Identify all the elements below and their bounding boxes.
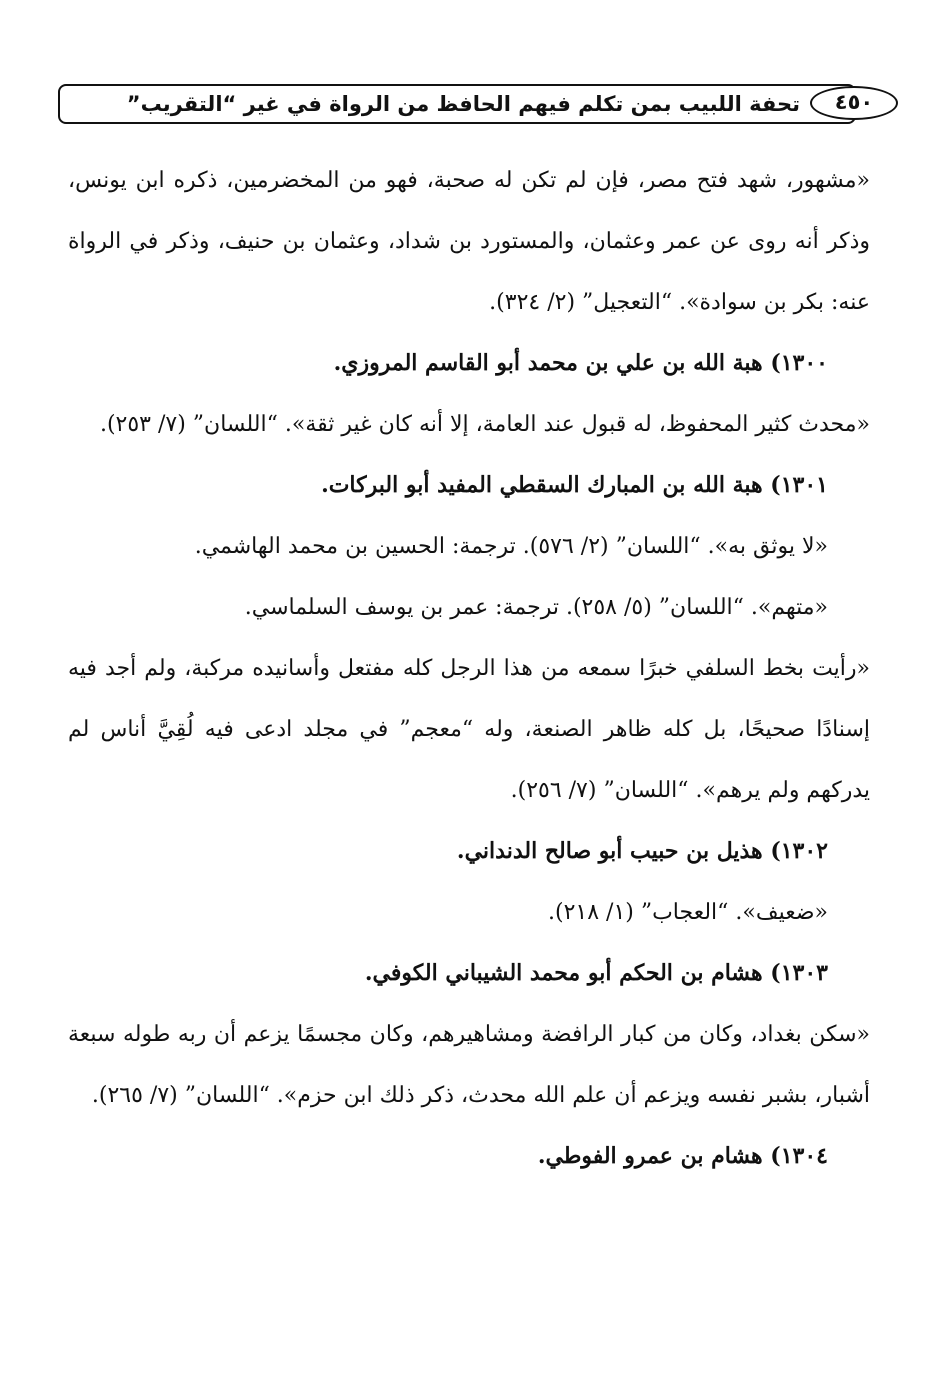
entry-heading-1301: ١٣٠١) هبة الله بن المبارك السقطي المفيد أبو البركات. xyxy=(321,472,828,498)
paragraph-commentary: «محدث كثير المحفوظ، له قبول عند العامة، إلا أنه كان غير ثقة». “اللسان” (٧/ ٢٥٣). xyxy=(99,412,870,437)
page-body xyxy=(68,150,870,1187)
paragraph-quote: «لا يوثق به». “اللسان” (٢/ ٥٧٦). ترجمة: الحسين بن محمد الهاشمي. xyxy=(194,534,828,559)
entry-heading-1300: ١٣٠٠) هبة الله بن علي بن محمد أبو القاسم المروزي. xyxy=(333,350,828,376)
entry-heading-1302: ١٣٠٢) هذيل بن حبيب أبو صالح الدنداني. xyxy=(456,838,828,864)
paragraph-commentary: «سكن بغداد، وكان من كبار الرافضة ومشاهيرهم، وكان مجسمًا يزعم أن ربه طوله سبعة أشبار، بشبر نفسه ويزعم أن علم الله محدث، ذكر ذلك ابن حزم». “اللسان” (٧/ ٢٦٥). xyxy=(68,1022,870,1108)
paragraph-commentary: «مشهور، شهد فتح مصر، فإن لم تكن له صحبة، فهو من المخضرمين، ذكره ابن يونس، وذكر أنه روى عن عمر وعثمان، والمستورد بن شداد، وعثمان بن حنيف، وذكر في الرواة عنه: بكر بن سوادة». “التعجيل” (٢/ ٣٢٤). xyxy=(68,168,870,315)
entry-heading-1303: ١٣٠٣) هشام بن الحكم أبو محمد الشيباني الكوفي. xyxy=(364,960,828,986)
paragraph-commentary: «رأيت بخط السلفي خبرًا سمعه من هذا الرجل كله مفتعل وأسانيده مركبة، ولم أجد فيه إسنادًا صحيحًا، بل كله ظاهر الصنعة، وله “معجم” في مجلد ادعى فيه لُقِيَّ أناس لم يدركهم ولم يرهم». “اللسان” (٧/ ٢٥٦). xyxy=(68,656,870,803)
paragraph-quote: «متهم». “اللسان” (٥/ ٢٥٨). ترجمة: عمر بن يوسف السلماسي. xyxy=(244,595,828,620)
paragraph-quote: «ضعيف». “العجاب” (١/ ٢١٨). xyxy=(548,900,828,925)
page-number: ٤٥٠ xyxy=(810,86,898,120)
entry-heading-1304: ١٣٠٤) هشام بن عمرو الفوطي. xyxy=(537,1143,828,1169)
running-title: تحفة اللبيب بمن تكلم فيهم الحافظ من الرواة في غير “التقريب” xyxy=(126,92,800,116)
